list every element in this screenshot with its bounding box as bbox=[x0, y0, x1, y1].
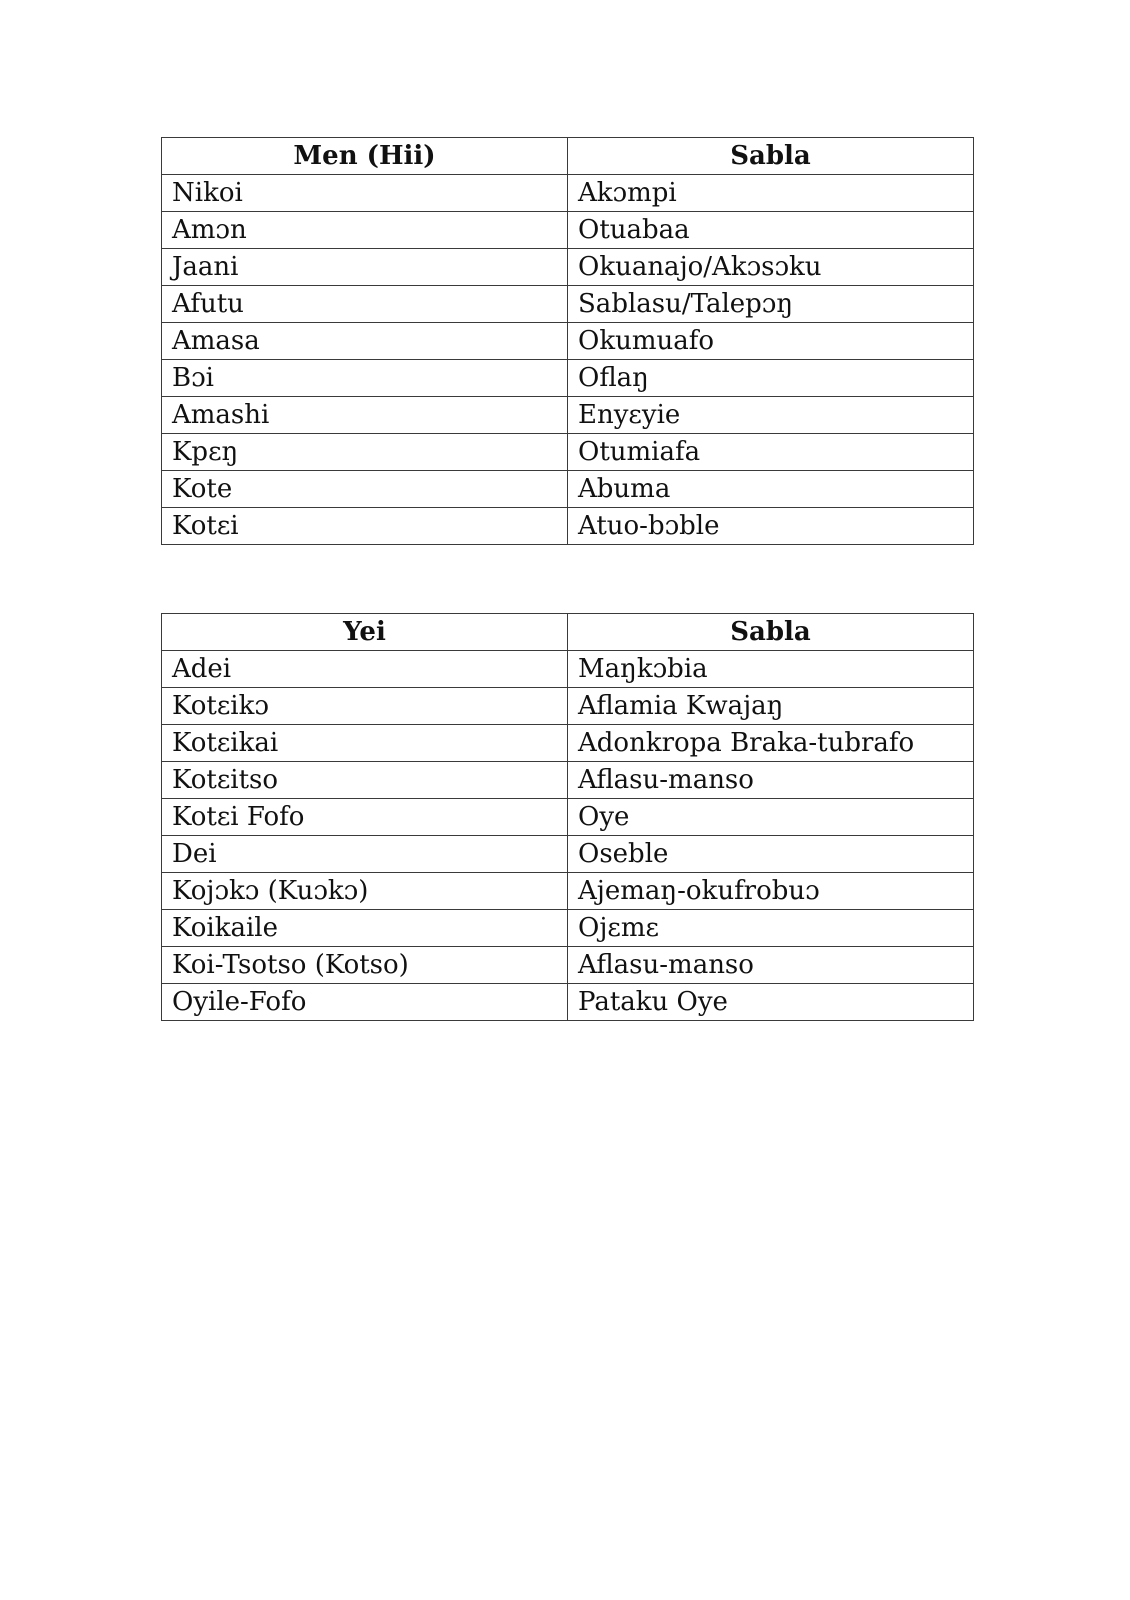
sabla-column-header: Sabla bbox=[568, 138, 974, 175]
table-row bbox=[162, 762, 974, 799]
table-row bbox=[162, 434, 974, 471]
sabla-cell: Adonkropa Braka-tubrafo bbox=[568, 725, 974, 762]
sabla-cell: Ojɛmɛ bbox=[568, 910, 974, 947]
table-row bbox=[162, 799, 974, 836]
table-row bbox=[162, 651, 974, 688]
table-row bbox=[162, 249, 974, 286]
sabla-cell: Oye bbox=[568, 799, 974, 836]
table-row bbox=[162, 836, 974, 873]
sabla-cell: Ajemaŋ-okufrobuɔ bbox=[568, 873, 974, 910]
table-row bbox=[162, 910, 974, 947]
table-row bbox=[162, 175, 974, 212]
sabla-column-header: Sabla bbox=[568, 614, 974, 651]
table-row bbox=[162, 688, 974, 725]
sabla-cell: Pataku Oye bbox=[568, 984, 974, 1021]
sabla-cell: Aflasu-manso bbox=[568, 947, 974, 984]
name-cell: Nikoi bbox=[162, 175, 568, 212]
name-cell: Kpɛŋ bbox=[162, 434, 568, 471]
table-row bbox=[162, 323, 974, 360]
name-cell: Koikaile bbox=[162, 910, 568, 947]
table-header-row bbox=[162, 614, 974, 651]
name-cell: Kotɛikɔ bbox=[162, 688, 568, 725]
sabla-cell: Sablasu/Talepɔŋ bbox=[568, 286, 974, 323]
sabla-cell: Abuma bbox=[568, 471, 974, 508]
sabla-cell: Aflasu-manso bbox=[568, 762, 974, 799]
name-cell: Amasa bbox=[162, 323, 568, 360]
table-header-row bbox=[162, 138, 974, 175]
name-cell: Kotɛikai bbox=[162, 725, 568, 762]
table-row bbox=[162, 984, 974, 1021]
table-row bbox=[162, 508, 974, 545]
sabla-cell: Maŋkɔbia bbox=[568, 651, 974, 688]
table-row bbox=[162, 725, 974, 762]
sabla-cell: Okumuafo bbox=[568, 323, 974, 360]
table-row bbox=[162, 212, 974, 249]
name-cell: Dei bbox=[162, 836, 568, 873]
name-cell: Kote bbox=[162, 471, 568, 508]
sabla-cell: Oseble bbox=[568, 836, 974, 873]
name-cell: Koi-Tsotso (Kotso) bbox=[162, 947, 568, 984]
sabla-cell: Okuanajo/Akɔsɔku bbox=[568, 249, 974, 286]
name-cell: Amashi bbox=[162, 397, 568, 434]
table-row bbox=[162, 873, 974, 910]
men-names-table bbox=[161, 137, 974, 545]
table-row bbox=[162, 397, 974, 434]
table-row bbox=[162, 471, 974, 508]
name-cell: Amɔn bbox=[162, 212, 568, 249]
name-cell: Kotɛi bbox=[162, 508, 568, 545]
name-cell: Kotɛi Fofo bbox=[162, 799, 568, 836]
sabla-cell: Aflamia Kwajaŋ bbox=[568, 688, 974, 725]
name-cell: Afutu bbox=[162, 286, 568, 323]
name-cell: Adei bbox=[162, 651, 568, 688]
sabla-cell: Enyɛyie bbox=[568, 397, 974, 434]
name-cell: Kojɔkɔ (Kuɔkɔ) bbox=[162, 873, 568, 910]
sabla-cell: Otumiafa bbox=[568, 434, 974, 471]
women-names-table bbox=[161, 613, 974, 1021]
yei-column-header: Yei bbox=[162, 614, 568, 651]
sabla-cell: Oflaŋ bbox=[568, 360, 974, 397]
name-cell: Kotɛitso bbox=[162, 762, 568, 799]
sabla-cell: Akɔmpi bbox=[568, 175, 974, 212]
table-row bbox=[162, 360, 974, 397]
name-cell: Bɔi bbox=[162, 360, 568, 397]
table-row bbox=[162, 286, 974, 323]
sabla-cell: Otuabaa bbox=[568, 212, 974, 249]
name-cell: Jaani bbox=[162, 249, 568, 286]
men-column-header: Men (Hii) bbox=[162, 138, 568, 175]
table-row bbox=[162, 947, 974, 984]
sabla-cell: Atuo-bɔble bbox=[568, 508, 974, 545]
name-cell: Oyile-Fofo bbox=[162, 984, 568, 1021]
